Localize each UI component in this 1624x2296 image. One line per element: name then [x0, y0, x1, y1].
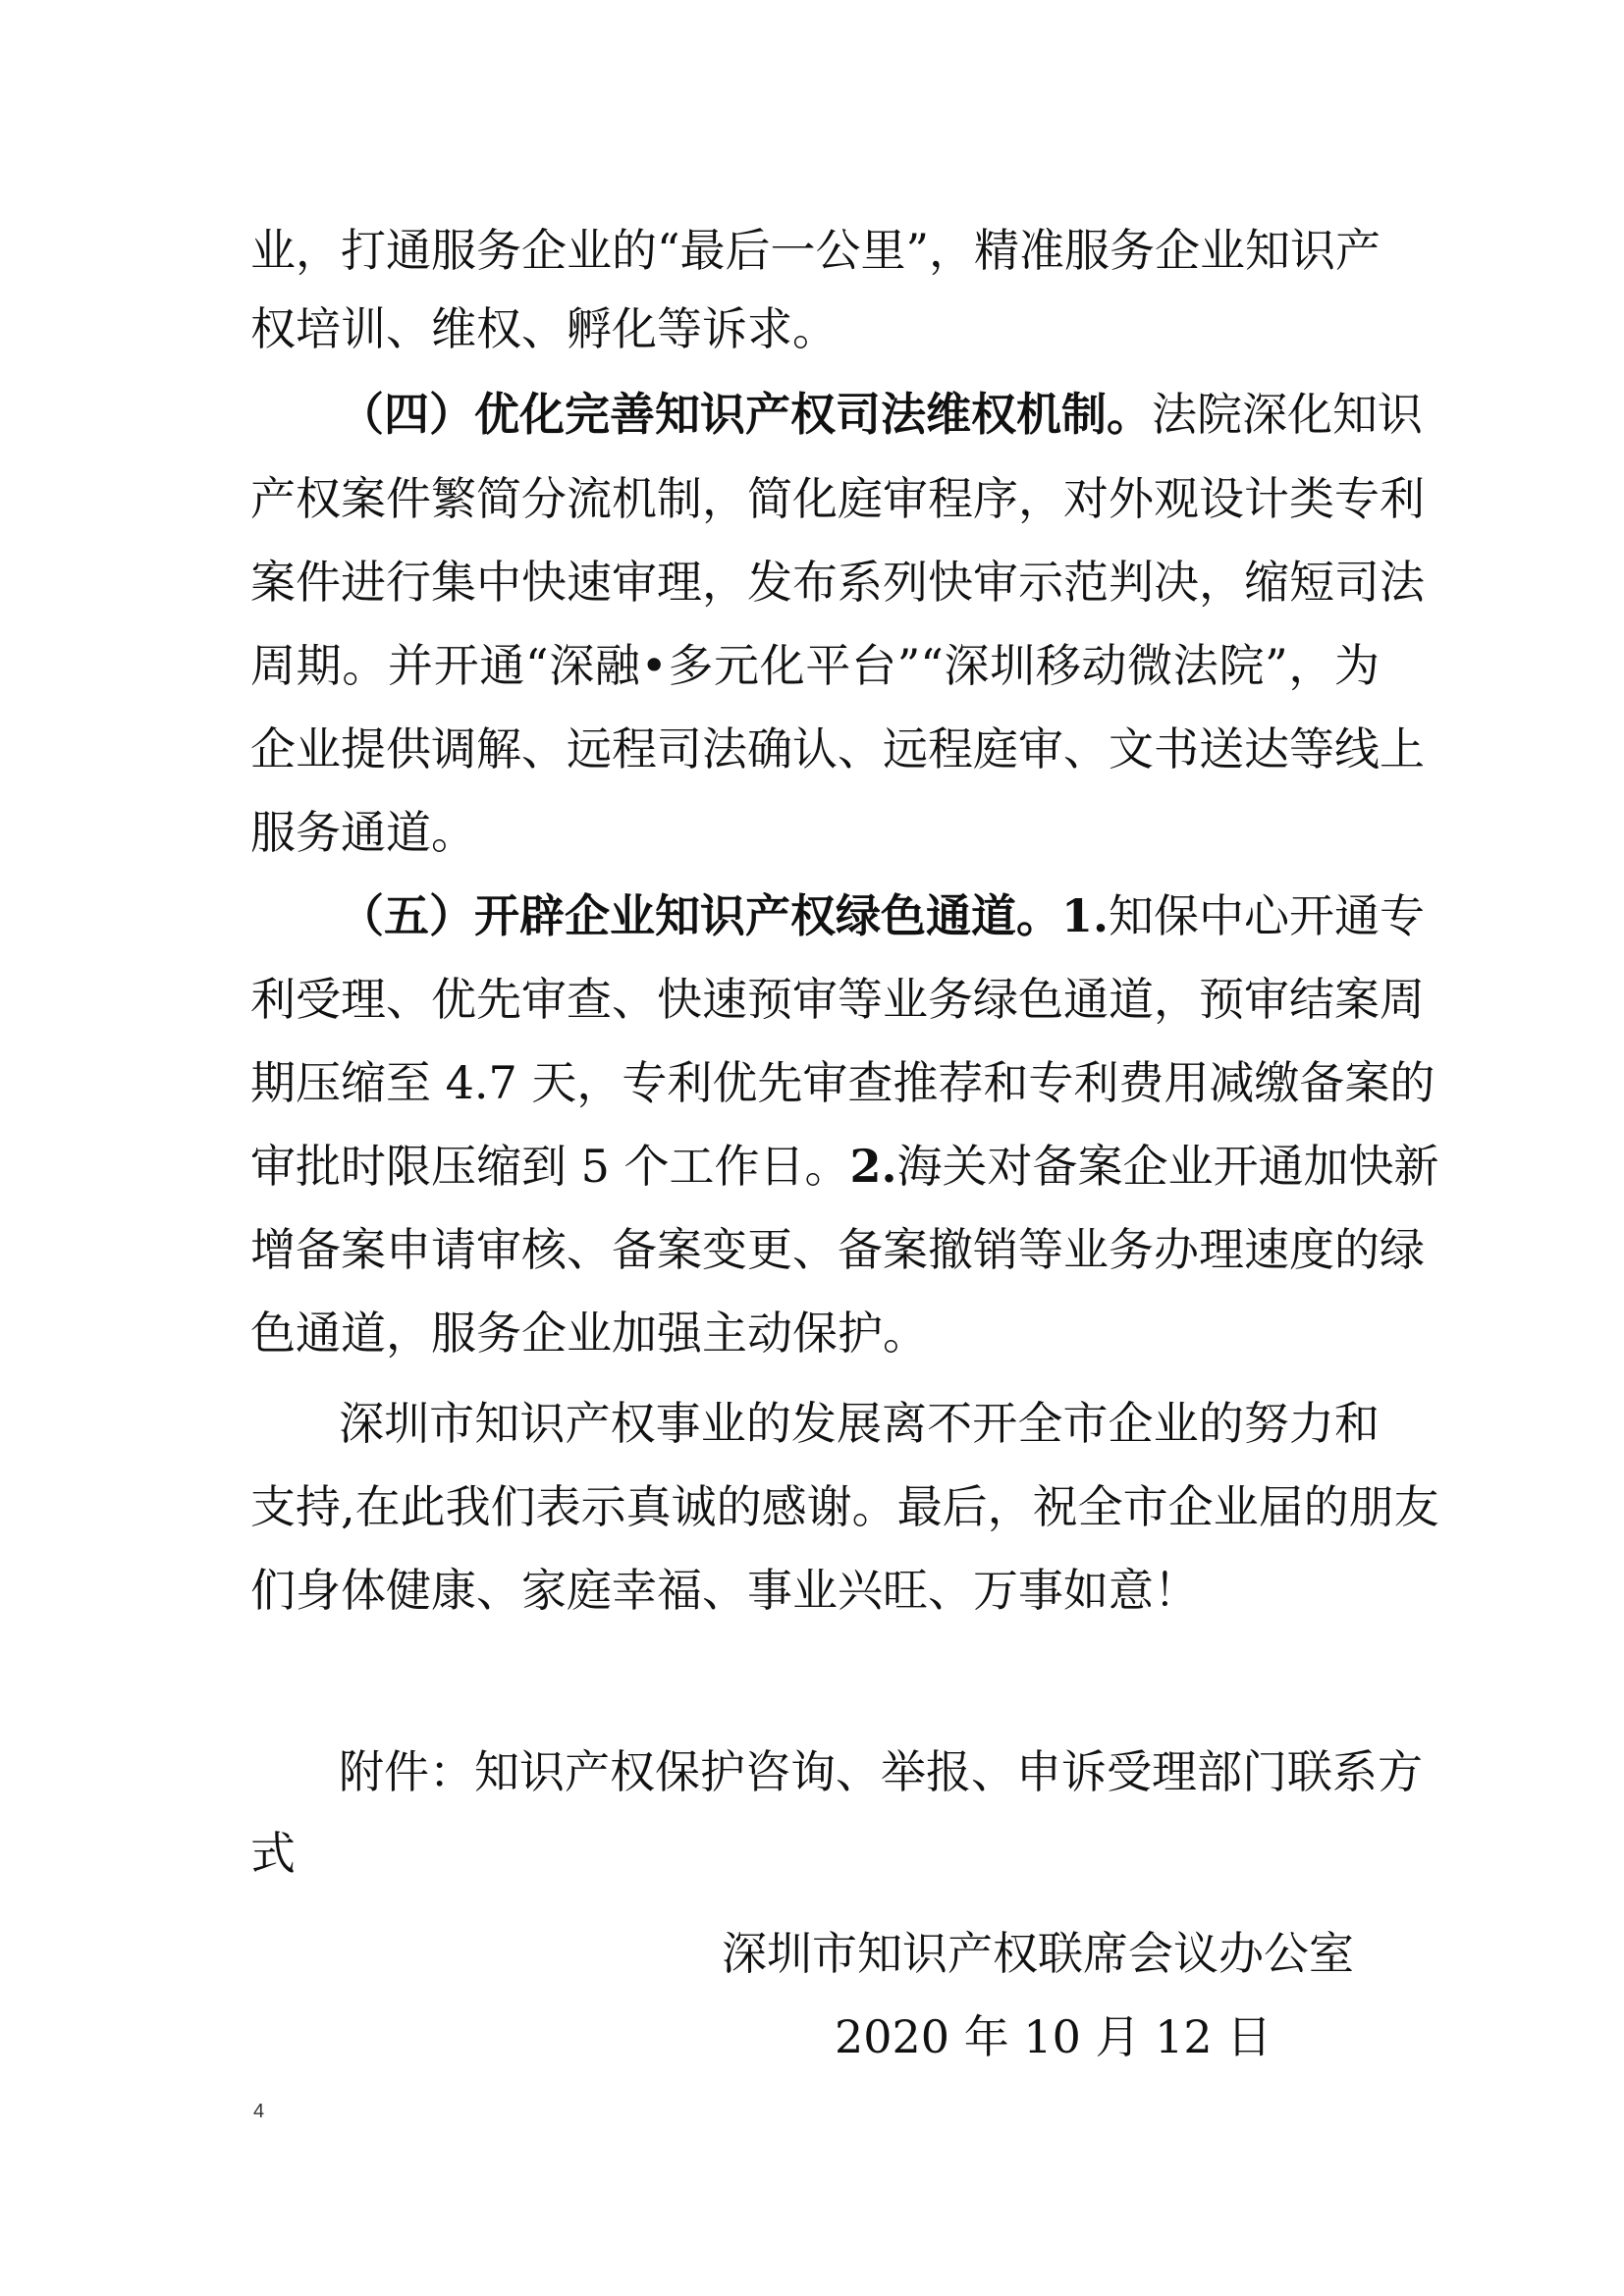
- section-5-text: 海关对备案企业开通加快新: [896, 1140, 1439, 1193]
- section-5-heading: （五）开辟企业知识产权绿色通道。: [339, 889, 1061, 942]
- signature-organization: 深圳市知识产权联席会议办公室: [722, 1927, 1354, 1980]
- section-5-first-line: [339, 886, 1426, 945]
- section-5-text: 审批时限压缩到 5 个工作日。: [250, 1140, 850, 1193]
- paragraph-line: 们身体健康、家庭幸福、事业兴旺、万事如意！: [250, 1564, 1199, 1617]
- signature-date: 2020 年 10 月 12 日: [835, 2010, 1272, 2063]
- paragraph-line: 企业提供调解、远程司法确认、远程庭审、文书送达等线上: [250, 722, 1425, 775]
- paragraph-line: 案件进行集中快速审理，发布系列快审示范判决，缩短司法: [250, 556, 1425, 609]
- paragraph-line: 期压缩至 4.7 天，专利优先审查推荐和专利费用减缴备案的: [250, 1056, 1435, 1109]
- section-5-text: 知保中心开通专: [1109, 889, 1426, 942]
- section-4-heading: （四）优化完善知识产权司法维权机制。: [339, 388, 1152, 441]
- attachment-line: 式: [250, 1827, 296, 1880]
- item-1-number: 1.: [1061, 889, 1110, 942]
- paragraph-line: 利受理、优先审查、快速预审等业务绿色通道，预审结案周: [250, 973, 1425, 1026]
- section-4-first-line: [339, 385, 1423, 444]
- paragraph-line: 业，打通服务企业的“最后一公里”，精准服务企业知识产: [250, 224, 1381, 277]
- paragraph-line: 服务通道。: [250, 806, 476, 859]
- paragraph-line: 支持,在此我们表示真诚的感谢。最后，祝全市企业届的朋友: [250, 1480, 1439, 1533]
- section-4-text: 法院深化知识: [1152, 388, 1423, 441]
- paragraph-line: 深圳市知识产权事业的发展离不开全市企业的努力和: [339, 1397, 1380, 1450]
- page-number: 4: [253, 2101, 265, 2122]
- paragraph-line: 色通道，服务企业加强主动保护。: [250, 1307, 928, 1360]
- paragraph-line: 产权案件繁简分流机制，简化庭审程序，对外观设计类专利: [250, 472, 1425, 525]
- paragraph-line: [250, 1137, 1439, 1196]
- attachment-line: 附件：知识产权保护咨询、举报、申诉受理部门联系方: [339, 1745, 1423, 1798]
- paragraph-line: 增备案申请审核、备案变更、备案撤销等业务办理速度的绿: [250, 1223, 1425, 1276]
- item-2-number: 2.: [849, 1140, 897, 1193]
- paragraph-line: 周期。并开通“深融•多元化平台”“深圳移动微法院”，为: [250, 639, 1380, 692]
- paragraph-line: 权培训、维权、孵化等诉求。: [250, 302, 838, 355]
